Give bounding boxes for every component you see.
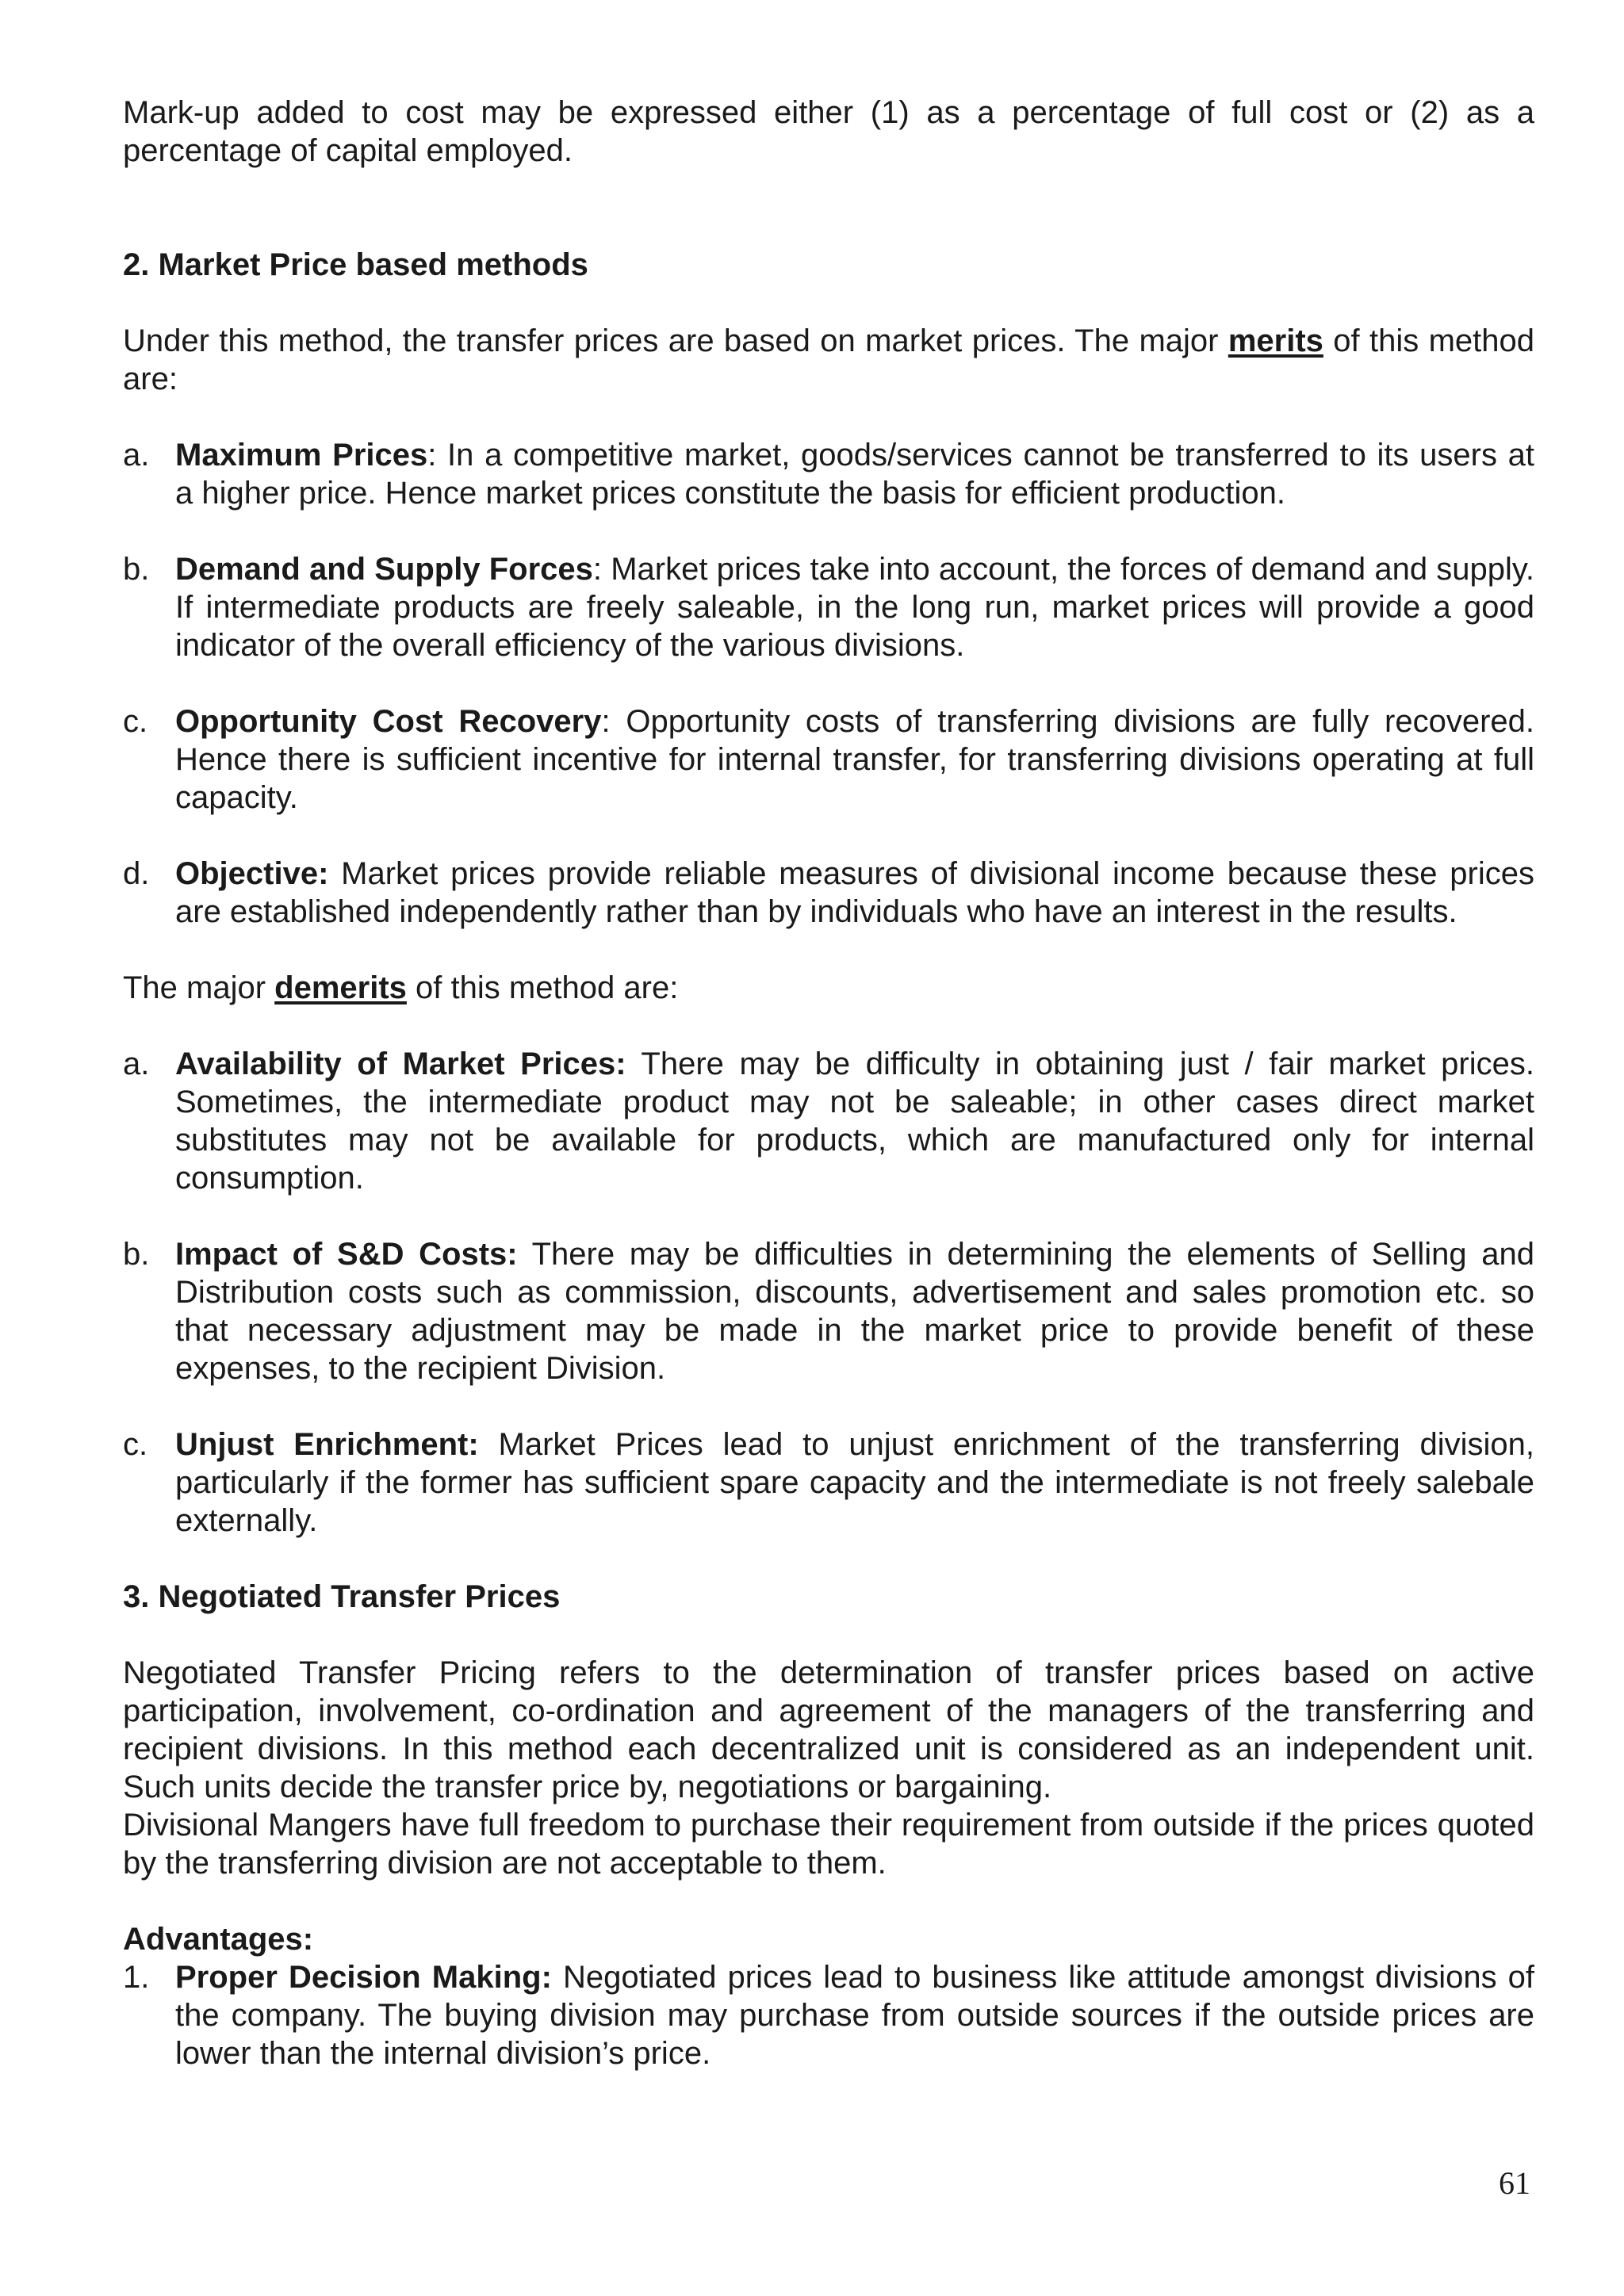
section-2-heading: 2. Market Price based methods bbox=[123, 247, 588, 282]
item-text: There may be difficulties in determining the elements of Selling and Distribution costs such as commission, discounts, advertisement and sales promotion etc. so that necessary adjustment may be made in the market price to provide benefit of these expenses, to the recipient Division. bbox=[175, 1237, 1534, 1386]
item-label: Demand and Supply Forces bbox=[175, 552, 593, 587]
merits-keyword: merits bbox=[1228, 323, 1323, 358]
item-text: Market prices provide reliable measures of divisional income because these prices are established independently rather than by individuals who have an interest in the results. bbox=[175, 856, 1534, 929]
intro-paragraph: Mark-up added to cost may be expressed either (1) as a percentage of full cost or (2) as a percentage of capital employed. bbox=[123, 95, 1534, 168]
list-item bbox=[123, 1045, 1534, 1197]
merits-lead-post: of this method are: bbox=[123, 323, 1534, 396]
list-item bbox=[123, 550, 1534, 664]
item-label: Objective: bbox=[175, 856, 329, 891]
list-item bbox=[123, 702, 1534, 817]
document-page bbox=[123, 94, 1534, 2072]
list-marker: b. bbox=[123, 1237, 150, 1272]
item-text: : Market prices take into account, the forces of demand and supply. If intermediate products are freely saleable, in the long run, market prices will provide a good indicator of the overall efficiency of the various divisions. bbox=[175, 552, 1534, 663]
demerits-list bbox=[123, 1045, 1534, 1540]
merits-list bbox=[123, 436, 1534, 931]
item-label: Impact of S&D Costs: bbox=[175, 1237, 518, 1272]
list-marker: d. bbox=[123, 856, 150, 891]
item-label: Maximum Prices bbox=[175, 438, 428, 473]
list-item bbox=[123, 1425, 1534, 1540]
item-text: : Opportunity costs of transferring divisions are fully recovered. Hence there is sufficient incentive for internal transfer, for transferring divisions operating at full capacity. bbox=[175, 704, 1534, 815]
item-label: Proper Decision Making: bbox=[175, 1960, 552, 1995]
demerits-lead-post: of this method are: bbox=[406, 970, 679, 1005]
list-marker: 1. bbox=[123, 1960, 150, 1995]
negotiated-paragraph-2: Divisional Mangers have full freedom to purchase their requirement from outside if the prices quoted by the transferring division are not acceptable to them. bbox=[123, 1808, 1534, 1881]
list-item bbox=[123, 1235, 1534, 1387]
item-text: : In a competitive market, goods/services cannot be transferred to its users at a higher price. Hence market prices constitute the basis for efficient production. bbox=[175, 438, 1535, 511]
item-text: Market Prices lead to unjust enrichment of the transferring division, particularly if the former has sufficient spare capacity and the intermediate is not freely salebale externally. bbox=[175, 1427, 1535, 1538]
list-marker: b. bbox=[123, 552, 150, 587]
list-marker: c. bbox=[123, 704, 148, 739]
advantages-heading: Advantages: bbox=[123, 1922, 314, 1957]
negotiated-paragraph: Negotiated Transfer Pricing refers to the determination of transfer prices based on active participation, involvement, co-ordination and agreement of the managers of the transferring and recipient divisions. In this method each decentralized unit is considered as an independent unit. Such units decide the transfer price by, negotiations or bargaining. bbox=[123, 1655, 1534, 1804]
demerits-lead-paragraph bbox=[123, 969, 1534, 1007]
list-item bbox=[123, 855, 1534, 931]
item-text: Negotiated prices lead to business like attitude amongst divisions of the company. The buying division may purchase from outside sources if the outside prices are lower than the internal division’s price. bbox=[175, 1960, 1534, 2071]
demerits-keyword: demerits bbox=[274, 970, 407, 1005]
item-label: Availability of Market Prices: bbox=[175, 1047, 626, 1081]
merits-lead-paragraph bbox=[123, 322, 1534, 398]
list-marker: a. bbox=[123, 1047, 150, 1081]
item-label: Opportunity Cost Recovery bbox=[175, 704, 602, 739]
advantages-list bbox=[123, 1958, 1534, 2072]
demerits-lead-pre: The major bbox=[123, 970, 275, 1005]
merits-lead-pre: Under this method, the transfer prices are based on market prices. The major bbox=[123, 323, 1228, 358]
list-marker: c. bbox=[123, 1427, 148, 1462]
list-item bbox=[123, 436, 1534, 512]
item-label: Unjust Enrichment: bbox=[175, 1427, 479, 1462]
page-number: 61 bbox=[1499, 2165, 1530, 2201]
list-item bbox=[123, 1958, 1534, 2072]
section-3-heading: 3. Negotiated Transfer Prices bbox=[123, 1579, 561, 1614]
item-text: There may be difficulty in obtaining just / fair market prices. Sometimes, the intermediate product may not be saleable; in other cases direct market substitutes may not be available for products, which are manufactured only for internal consumption. bbox=[175, 1047, 1534, 1196]
list-marker: a. bbox=[123, 438, 150, 473]
